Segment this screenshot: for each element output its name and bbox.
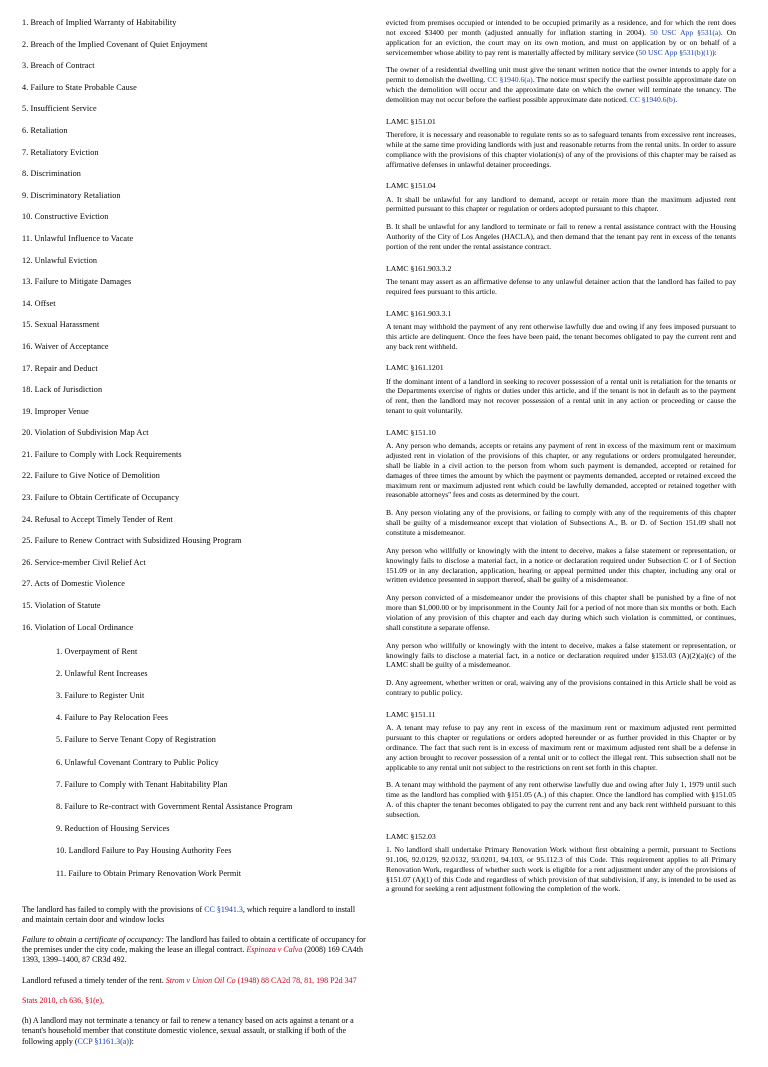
text-segment: A. It shall be unlawful for any landlord to demand, accept or retain more than the maximum adjusted rent permitted pursuant to this chapter or regulation or orders adopted pursuant to this chapter. bbox=[386, 194, 736, 214]
text-segment[interactable]: 50 USC App §531(a) bbox=[650, 27, 721, 37]
list-item: 9. Reduction of Housing Services bbox=[56, 824, 170, 834]
statute-heading: LAMC §151.04 bbox=[386, 181, 436, 191]
list-item: 15. Sexual Harassment bbox=[22, 320, 100, 330]
statute-heading: LAMC §152.03 bbox=[386, 831, 436, 841]
list-item: 18. Lack of Jurisdiction bbox=[22, 385, 103, 395]
statute-heading: LAMC §161.903.3.2 bbox=[386, 263, 452, 273]
list-item: 16. Waiver of Acceptance bbox=[22, 341, 109, 351]
list-item: 2. Breach of the Implied Covenant of Quiet Enjoyment bbox=[22, 39, 208, 49]
text-segment: The landlord has failed to obtain a certificate of occupancy for the premises under the city code, making the lease an illegal contract. bbox=[22, 934, 366, 955]
list-item: 24. Refusal to Accept Timely Tender of Rent bbox=[22, 514, 173, 524]
left-column bbox=[16, 18, 368, 1057]
text-segment[interactable]: CCP §1161.3(a) bbox=[77, 1036, 129, 1046]
statute-heading: LAMC §161.1201 bbox=[386, 363, 444, 373]
list-item: 12. Unlawful Eviction bbox=[22, 255, 98, 265]
text-segment: 1. No landlord shall undertake Primary Renovation Work without first obtaining a permit, pursuant to Sections 91.106, 92.0129, 92.0132, 93.0201, 94.103, or 95.112.3 of this Code. This requirement applies to all Primary Renovation Work, regardless of whether such work is eligible for a rent adjustment under any of the provisions of §151.07 (A)(1) of this Code and regardless of which provision of that subdivision, if any, is intended to be used as a ground for seeking a rent adjustment following the completion of the work. bbox=[386, 844, 736, 894]
text-segment: If the dominant intent of a landlord in seeking to recover possession of a rental unit is retaliation for the tenants or the Departments exercise of rights or duties under this article, and if the tenant is not in default as to the payment of rent, then the landlord may not recover possession of a rental unit in any action or proceeding or cause the tenant to quit voluntarily. bbox=[386, 376, 736, 416]
text-segment: ): bbox=[712, 47, 717, 57]
statute-paragraph bbox=[386, 546, 736, 585]
list-item: 6. Retaliation bbox=[22, 125, 68, 135]
note-paragraph bbox=[22, 935, 368, 966]
note-paragraph bbox=[22, 905, 368, 925]
text-segment: A tenant may withhold the payment of any rent otherwise lawfully due and owing if any fees imposed pursuant to this article are delinquent. Once the fees have been paid, the tenant becomes obligated to pay the current rent and any back rent withheld. bbox=[386, 321, 736, 351]
list-item: 10. Constructive Eviction bbox=[22, 212, 109, 222]
text-segment: . bbox=[675, 95, 678, 105]
statute-paragraph bbox=[386, 377, 736, 416]
list-item: 10. Landlord Failure to Pay Housing Authority Fees bbox=[56, 846, 232, 856]
list-item: 6. Unlawful Covenant Contrary to Public Policy bbox=[56, 757, 219, 767]
list-item: 3. Failure to Register Unit bbox=[56, 691, 145, 700]
list-item: 21. Failure to Comply with Lock Requirements bbox=[22, 449, 182, 459]
statute-paragraph bbox=[386, 593, 736, 632]
text-segment: (h) A landlord may not terminate a tenancy or fail to renew a tenancy based on acts against a tenant or a tenant's household member that constitute domestic violence, sexual assault, or stalking if both of the following apply ( bbox=[22, 1016, 354, 1046]
statute-heading: LAMC §151.11 bbox=[386, 710, 436, 719]
list-item: 27. Acts of Domestic Violence bbox=[22, 579, 125, 589]
text-segment: (2008) 169 CA4th 1393, 1399–1400, 87 CR3d 492. bbox=[22, 945, 364, 965]
statute-paragraph bbox=[386, 780, 736, 819]
text-segment: The owner of a residential dwelling unit must give the tenant written notice that the owner intends to apply for a permit to demolish the dwelling. bbox=[386, 65, 736, 85]
statute-paragraph bbox=[386, 845, 736, 894]
statute-paragraph bbox=[386, 65, 736, 104]
right-column bbox=[384, 18, 736, 1057]
note-paragraph bbox=[22, 1016, 368, 1047]
list-item: 25. Failure to Renew Contract with Subsidized Housing Program bbox=[22, 536, 242, 546]
text-segment: A. A tenant may refuse to pay any rent in excess of the maximum rent or maximum adjusted rent permitted pursuant to this chapter or regulations or orders adopted hereunder or as further provided in this Chapter or by ordinance. The fact that such rent is in excess of maximum rent or maximum adjusted rent shall be a defense in any action brought to recover possession of a rental unit or to collect the illegal rent. This subsection shall not be applicable to any rental unit not subject to the restrictions on rent set forth in this chapter. bbox=[386, 723, 736, 772]
text-segment: Any person who willfully or knowingly with the intent to deceive, makes a false statement or representation, or knowingly fails to disclose a material fact, in a notice or declaration required under Subsection C or I of Section 151.09 or in any declaration, application, hearing or appeal permitted under this chapter, including any oral or written evidence presented in support thereof, shall be guilty of a misdemeanor. bbox=[386, 545, 736, 585]
text-segment: ): bbox=[128, 1036, 134, 1046]
text-segment[interactable]: 50 USC App §531(b)(1) bbox=[638, 47, 713, 57]
text-segment: Failure to obtain a certificate of occupancy: bbox=[22, 934, 166, 944]
text-segment: The landlord has failed to comply with the provisions of bbox=[22, 904, 205, 914]
list-item: 7. Retaliatory Eviction bbox=[22, 147, 99, 157]
text-segment: . The notice must specify the earliest possible approximate date on which the demolition will occur and the approximate date on which the owner will terminate the tenancy. The demolition may not occur before the earliest possible approximate date noticed. bbox=[386, 75, 736, 105]
text-segment: A. Any person who demands, accepts or retains any payment of rent in excess of the maximum rent or maximum adjusted rent in violation of the provisions of this chapter, or any regulations or orders promulgated hereunder, shall be liable in a civil action to the person from whom such payment is demanded, accepted or retained for damages of three times the amount by which the payment or payments demanded, accepted or retained exceed the maximum rent or maximum adjusted rent which could be lawfully demanded, accepted or retained together with reasonable attorneys'' fees and costs as determined by the court. bbox=[386, 441, 736, 500]
text-segment: B. It shall be unlawful for any landlord to terminate or fail to renew a rental assistance contract with the Housing Authority of the City of Los Angeles (HACLA), and then demand that the tenant pay rent in excess of the tenants portion of the rent under the rental assistance contract. bbox=[386, 222, 736, 251]
list-item: 4. Failure to State Probable Cause bbox=[22, 82, 137, 92]
list-item: 26. Service-member Civil Relief Act bbox=[22, 557, 146, 567]
text-segment: The tenant may assert as an affirmative defense to any unlawful detainer action that the landlord has failed to pay required fees pursuant to this article. bbox=[386, 276, 736, 296]
text-segment: Landlord refused a timely tender of the rent. bbox=[22, 975, 166, 985]
left-notes-block bbox=[22, 905, 368, 1047]
note-paragraph bbox=[22, 976, 368, 986]
statute-paragraph bbox=[386, 277, 736, 297]
local-ordinance-subclaims-list bbox=[22, 647, 368, 879]
text-segment: B. Any person violating any of the provisions, or failing to comply with any of the requirements of this chapter shall be guilty of a misdemeanor except that violation of Subsections A., B. or D. of Section 151.09 shall not constitute a misdemeanor. bbox=[386, 508, 736, 537]
list-item: 7. Failure to Comply with Tenant Habitability Plan bbox=[56, 779, 228, 789]
list-item: 2. Unlawful Rent Increases bbox=[56, 668, 148, 678]
list-item: 1. Breach of Implied Warranty of Habitability bbox=[22, 18, 177, 27]
list-item: 8. Discrimination bbox=[22, 169, 82, 179]
statute-heading: LAMC §151.01 bbox=[386, 116, 436, 126]
list-item: 19. Improper Venue bbox=[22, 406, 89, 416]
statute-heading: LAMC §161.903.3.1 bbox=[386, 308, 452, 318]
list-item: 9. Discriminatory Retaliation bbox=[22, 190, 121, 200]
statute-text-block bbox=[386, 18, 736, 894]
text-segment[interactable]: Espinoza v Calva bbox=[246, 945, 303, 955]
text-segment: , which require a landlord to install and maintain certain door and window locks bbox=[22, 904, 356, 924]
list-item: 11. Unlawful Influence to Vacate bbox=[22, 233, 134, 243]
list-item: 5. Insufficient Service bbox=[22, 104, 97, 114]
statute-paragraph bbox=[386, 641, 736, 671]
statute-paragraph bbox=[386, 678, 736, 698]
list-item: 13. Failure to Mitigate Damages bbox=[22, 277, 132, 287]
text-segment: D. Any agreement, whether written or oral, waiving any of the provisions contained in this Article shall be void as contrary to public policy. bbox=[386, 678, 736, 698]
affirmative-defenses-list bbox=[22, 18, 368, 633]
statute-paragraph bbox=[386, 222, 736, 252]
statute-paragraph bbox=[386, 723, 736, 772]
text-segment[interactable]: CC §1940.6(b) bbox=[629, 95, 676, 105]
list-item: 20. Violation of Subdivision Map Act bbox=[22, 428, 149, 438]
list-item: 17. Repair and Deduct bbox=[22, 363, 98, 373]
text-segment: Any person who willfully or knowingly with the intent to deceive, makes a false statement or representation, or knowingly fails to disclose a material fact, in a notice or declaration required under §153.03 (A)(2)(a)(c) of the LAMC shall be guilty of a misdemeanor. bbox=[386, 640, 736, 670]
text-segment[interactable]: Stats 2010, ch 636, §1(e), bbox=[22, 995, 104, 1005]
list-item: 23. Failure to Obtain Certificate of Occupancy bbox=[22, 493, 180, 503]
text-segment[interactable]: Strom v Union Oil Co bbox=[165, 975, 236, 985]
list-item: 22. Failure to Give Notice of Demolition bbox=[22, 471, 160, 481]
statute-paragraph bbox=[386, 508, 736, 538]
statute-paragraph bbox=[386, 130, 736, 169]
list-item: 5. Failure to Serve Tenant Copy of Registration bbox=[56, 735, 216, 745]
list-item: 3. Breach of Contract bbox=[22, 61, 95, 71]
text-segment: B. A tenant may withhold the payment of any rent otherwise lawfully due and owing after July 1, 1979 until such time as the landlord has complied with §151.05 (A.) of this chapter. Once the landlord has complied with §151.05 A. of this chapter the tenant becomes obligated to pay the current rent and any back rent withheld pursuant to this subsection. bbox=[386, 780, 736, 819]
list-item: 14. Offset bbox=[22, 298, 56, 308]
statute-paragraph bbox=[386, 195, 736, 215]
statute-paragraph bbox=[386, 441, 736, 500]
text-segment: . On application for an eviction, the court may on its own motion, and must on application by or on behalf of a servicemember whose ability to pay rent is materially affected by military service ( bbox=[386, 27, 737, 57]
list-item: 1. Overpayment of Rent bbox=[56, 646, 138, 656]
list-item: 8. Failure to Re-contract with Government Rental Assistance Program bbox=[56, 801, 293, 811]
statute-heading: LAMC §151.10 bbox=[386, 427, 436, 437]
list-item: 16. Violation of Local Ordinance bbox=[22, 622, 134, 632]
note-paragraph bbox=[22, 996, 368, 1006]
list-item: 15. Violation of Statute bbox=[22, 601, 101, 611]
list-item: 4. Failure to Pay Relocation Fees bbox=[56, 713, 168, 723]
list-item: 11. Failure to Obtain Primary Renovation Work Permit bbox=[56, 868, 242, 878]
text-segment: Any person convicted of a misdemeanor under the provisions of this chapter shall be punished by a fine of not more than $1,000.00 or by imprisonment in the County Jail for a period of not more than six months or both. Each violation of any provision of this chapter and each day during which such violation is committed, or continues, shall constitute a separate offense. bbox=[386, 593, 736, 632]
text-segment[interactable]: (1948) 88 CA2d 78, 81, 198 P2d 347 bbox=[235, 975, 357, 985]
text-segment[interactable]: CC §1941.3 bbox=[204, 904, 243, 914]
statute-paragraph bbox=[386, 18, 736, 57]
statute-paragraph bbox=[386, 322, 736, 352]
text-segment: Therefore, it is necessary and reasonable to regulate rents so as to safeguard tenants from excessive rent increases, while at the same time providing landlords with just and reasonable returns from the rental units. In order to assure compliance with the provisions of this chapter violation(s) of any of the provisions of this chapter may be raised as affirmative defenses in unlawful detainer proceedings. bbox=[386, 130, 736, 169]
text-segment: evicted from premises occupied or intended to be occupied primarily as a residence, and for which the rent does not exceed $3400 per month (adjusted annually for inflation starting in 2004). bbox=[386, 18, 736, 37]
text-segment[interactable]: CC §1940.6(a) bbox=[487, 75, 533, 85]
